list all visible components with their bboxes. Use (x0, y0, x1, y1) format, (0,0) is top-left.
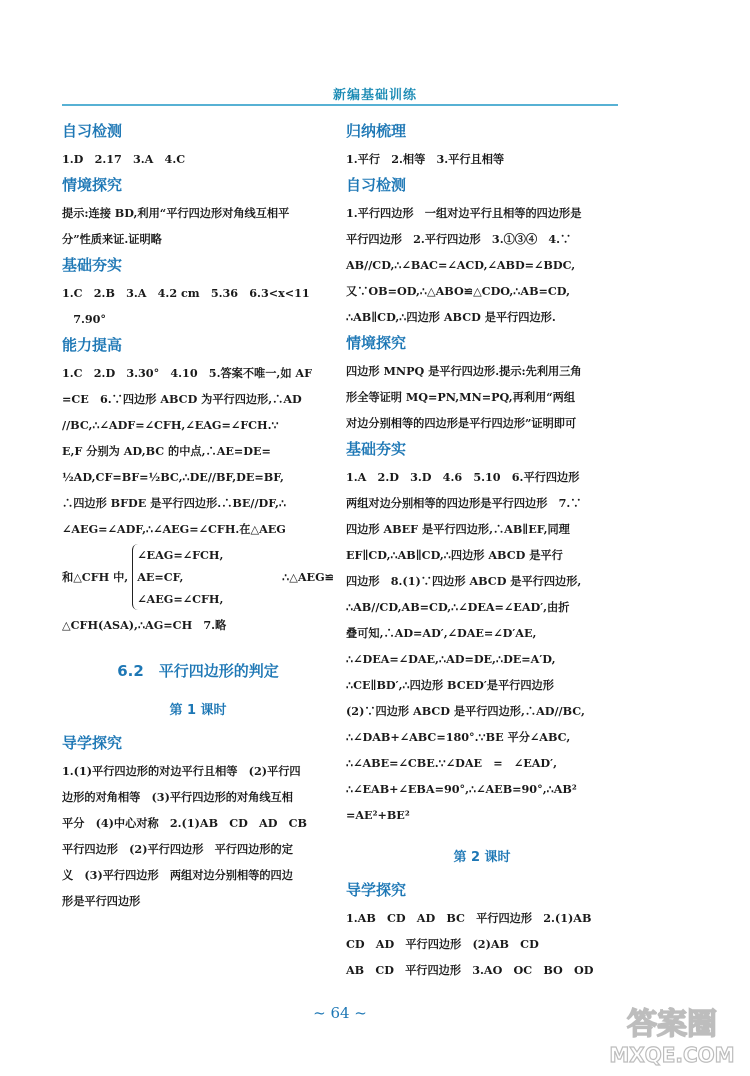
answer-line: E,F 分别为 AD,BC 的中点,∴AE=DE= (62, 444, 271, 458)
watermark-logo (602, 1000, 742, 1070)
system-line: ∠AEG=∠CFH, (137, 592, 224, 606)
section-title: 自习检测 (346, 176, 407, 194)
answer-line: 四边形 MNPQ 是平行四边形.提示:先利用三角 (346, 364, 582, 378)
answer-line: 形是平行四边形 (62, 894, 141, 908)
left-column (62, 118, 334, 914)
answer-line: AB//CD,∴∠BAC=∠ACD,∠ABD=∠BDC, (346, 258, 576, 272)
answer-line: 边形的对角相等 (3)平行四边形的对角线互相 (62, 790, 293, 804)
answer-line: =CE 6.∵四边形 ABCD 为平行四边形,∴AD (62, 392, 302, 406)
system-prefix: 和△CFH 中, (62, 570, 129, 584)
equation-system (62, 544, 334, 610)
system-line: AE=CF, (137, 570, 184, 584)
answer-line: (2)∵四边形 ABCD 是平行四边形,∴AD//BC, (346, 704, 585, 718)
answer-line: 1.D 2.17 3.A 4.C (62, 152, 186, 166)
answer-line: 又∵OB=OD,∴△ABO≌△CDO,∴AB=CD, (346, 284, 571, 298)
answer-line: 1.C 2.B 3.A 4.2 cm 5.36 6.3<x<11 (62, 286, 310, 300)
answer-line: 四边形 8.(1)∵四边形 ABCD 是平行四边形, (346, 574, 582, 588)
answer-line: ∴∠EAB+∠EBA=90°,∴∠AEB=90°,∴AB² (346, 782, 577, 796)
answer-line: 提示:连接 BD,利用“平行四边形对角线互相平 (62, 206, 290, 220)
section-title: 能力提高 (62, 336, 123, 354)
answer-line: 1.平行四边形 一组对边平行且相等的四边形是 (346, 206, 582, 220)
section-title: 归纳梳理 (346, 122, 407, 140)
answer-line: EF∥CD,∴AB∥CD,∴四边形 ABCD 是平行 (346, 548, 563, 562)
answer-line: 分”性质来证.证明略 (62, 232, 162, 246)
answer-line: ∴AB//CD,AB=CD,∴∠DEA=∠EAD′,由折 (346, 600, 570, 614)
answer-line: 7.90° (62, 312, 107, 326)
section-title: 情境探究 (62, 176, 123, 194)
answer-line: 四边形 ABEF 是平行四边形,∴AB∥EF,同理 (346, 522, 570, 536)
section-title: 导学探究 (62, 734, 123, 752)
answer-line: //BC,∴∠ADF=∠CFH,∠EAG=∠FCH.∵ (62, 418, 279, 432)
answer-line: 1.AB CD AD BC 平行四边形 2.(1)AB (346, 911, 592, 925)
header-rule (62, 104, 618, 106)
section-title: 情境探究 (346, 334, 407, 352)
answer-line: ∠AEG=∠ADF,∴∠AEG=∠CFH.在△AEG (62, 522, 286, 536)
answer-line: 形全等证明 MQ=PN,MN=PQ,再利用“两组 (346, 390, 576, 404)
answer-line: 对边分别相等的四边形是平行四边形”证明即可 (346, 416, 577, 430)
section-title: 基础夯实 (62, 256, 123, 274)
right-column (346, 118, 618, 983)
section-title: 自习检测 (62, 122, 123, 140)
system-line: ∠EAG=∠FCH, (137, 548, 224, 562)
answer-line: △CFH(ASA),∴AG=CH 7.略 (62, 618, 227, 632)
answer-line: 叠可知,∴AD=AD′,∠DAE=∠D′AE, (346, 626, 537, 640)
answer-line: =AE²+BE² (346, 808, 410, 822)
answer-line: ∴四边形 BFDE 是平行四边形.∴BE//DF,∴ (62, 496, 287, 510)
answer-line: 1.(1)平行四边形的对边平行且相等 (2)平行四 (62, 764, 301, 778)
answer-line: ∴AB∥CD,∴四边形 ABCD 是平行四边形. (346, 310, 556, 324)
answer-line: 义 (3)平行四边形 两组对边分别相等的四边 (62, 868, 293, 882)
answer-line: 1.C 2.D 3.30° 4.10 5.答案不唯一,如 AF (62, 366, 313, 380)
brace-group (132, 544, 223, 610)
answer-line: ∴CE∥BD′,∴四边形 BCED′是平行四边形 (346, 678, 554, 692)
answer-line: 1.平行 2.相等 3.平行且相等 (346, 152, 505, 166)
lesson-title: 第 2 课时 (453, 850, 511, 865)
answer-line: ∴∠ABE=∠CBE.∵∠DAE = ∠EAD′, (346, 756, 557, 770)
system-suffix: ∴△AEG≌ (282, 570, 334, 584)
watermark-text: 答案圈 (627, 1007, 717, 1042)
answer-line: 两组对边分别相等的四边形是平行四边形 7.∵ (346, 496, 582, 510)
section-title: 基础夯实 (346, 440, 407, 458)
lesson-title: 第 1 课时 (169, 703, 227, 718)
answer-line: AB CD 平行四边形 3.AO OC BO OD (346, 963, 594, 977)
answer-line: ∴∠DEA=∠DAE,∴AD=DE,∴DE=A′D, (346, 652, 556, 666)
running-header: 新编基础训练 (332, 88, 417, 103)
answer-line: 1.A 2.D 3.D 4.6 5.10 6.平行四边形 (346, 470, 580, 484)
answer-line: ½AD,CF=BF=½BC,∴DE//BF,DE=BF, (62, 470, 284, 484)
page-number: ~ 64 ~ (313, 1004, 367, 1022)
chapter-title: 6.2 平行四边形的判定 (117, 662, 279, 680)
watermark-url: MXQE.COM (609, 1043, 735, 1067)
answer-line: CD AD 平行四边形 (2)AB CD (346, 937, 539, 951)
answer-line: 平行四边形 (2)平行四边形 平行四边形的定 (62, 842, 293, 856)
answer-line: 平分 (4)中心对称 2.(1)AB CD AD CB (62, 816, 307, 830)
answer-line: ∴∠DAB+∠ABC=180°.∵BE 平分∠ABC, (346, 730, 571, 744)
answer-line: 平行四边形 2.平行四边形 3.①③④ 4.∵ (346, 232, 572, 246)
section-title: 导学探究 (346, 881, 407, 899)
